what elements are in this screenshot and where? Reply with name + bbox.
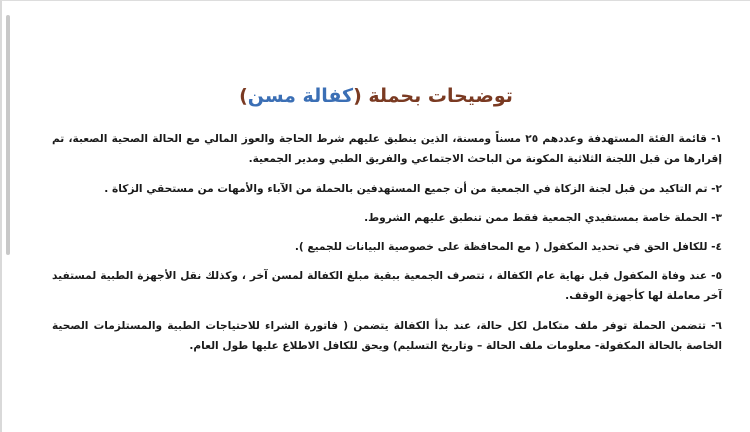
- title-main: توضيحات بحملة: [368, 85, 513, 107]
- list-item-3: ٣- الحملة خاصة بمستفيدي الجمعية فقط ممن تنطبق عليهم الشروط.: [364, 212, 722, 224]
- vertical-scrollbar[interactable]: [6, 15, 10, 255]
- page-title: [2, 85, 750, 107]
- list-item-1: ١- قائمة الفئة المستهدفة وعددهم ٢٥ مسناً ومسنة، الذين ينطبق عليهم شرط الحاجة والعوز المالي مع الحالة الصحية الصعبة، تم إقرارها من قبل اللجنة الثلاثية المكونة من الباحث الاجتماعي والفريق الطبي ومدير الجمعية.: [52, 133, 723, 165]
- clarifications-list: [52, 129, 722, 366]
- list-item-2: ٢- تم التاكيد من قبل لجنة الزكاة في الجمعية من أن جميع المستهدفين بالحملة من الآباء والأمهات من مستحقي الزكاة .: [104, 183, 722, 195]
- title-open-paren: (: [353, 85, 362, 107]
- title-close-paren: ): [239, 85, 248, 107]
- list-item-6: ٦- تتضمن الحملة توفر ملف متكامل لكل حالة، عند بدأ الكفالة يتضمن ( فاتورة الشراء للاحتياجات الطبية والمستلزمات الصحية الخاصة بالحالة المكفولة- معلومات ملف الحالة – وتاريخ التسليم) ويحق للكافل الاطلاع عليها طول العام.: [52, 320, 722, 352]
- list-item-5: ٥- عند وفاة المكفول قبل نهاية عام الكفالة ، تتصرف الجمعية ببقية مبلغ الكفالة لمسن آخر ، وكذلك نقل الأجهزة الطبية لمستفيد آخر معاملة لها كأجهزة الوقف.: [52, 270, 722, 302]
- title-highlight: كفالة مسن: [247, 85, 354, 107]
- list-item-4: ٤- للكافل الحق في تحديد المكفول ( مع المحافظة على خصوصية البيانات للجميع ).: [294, 241, 722, 253]
